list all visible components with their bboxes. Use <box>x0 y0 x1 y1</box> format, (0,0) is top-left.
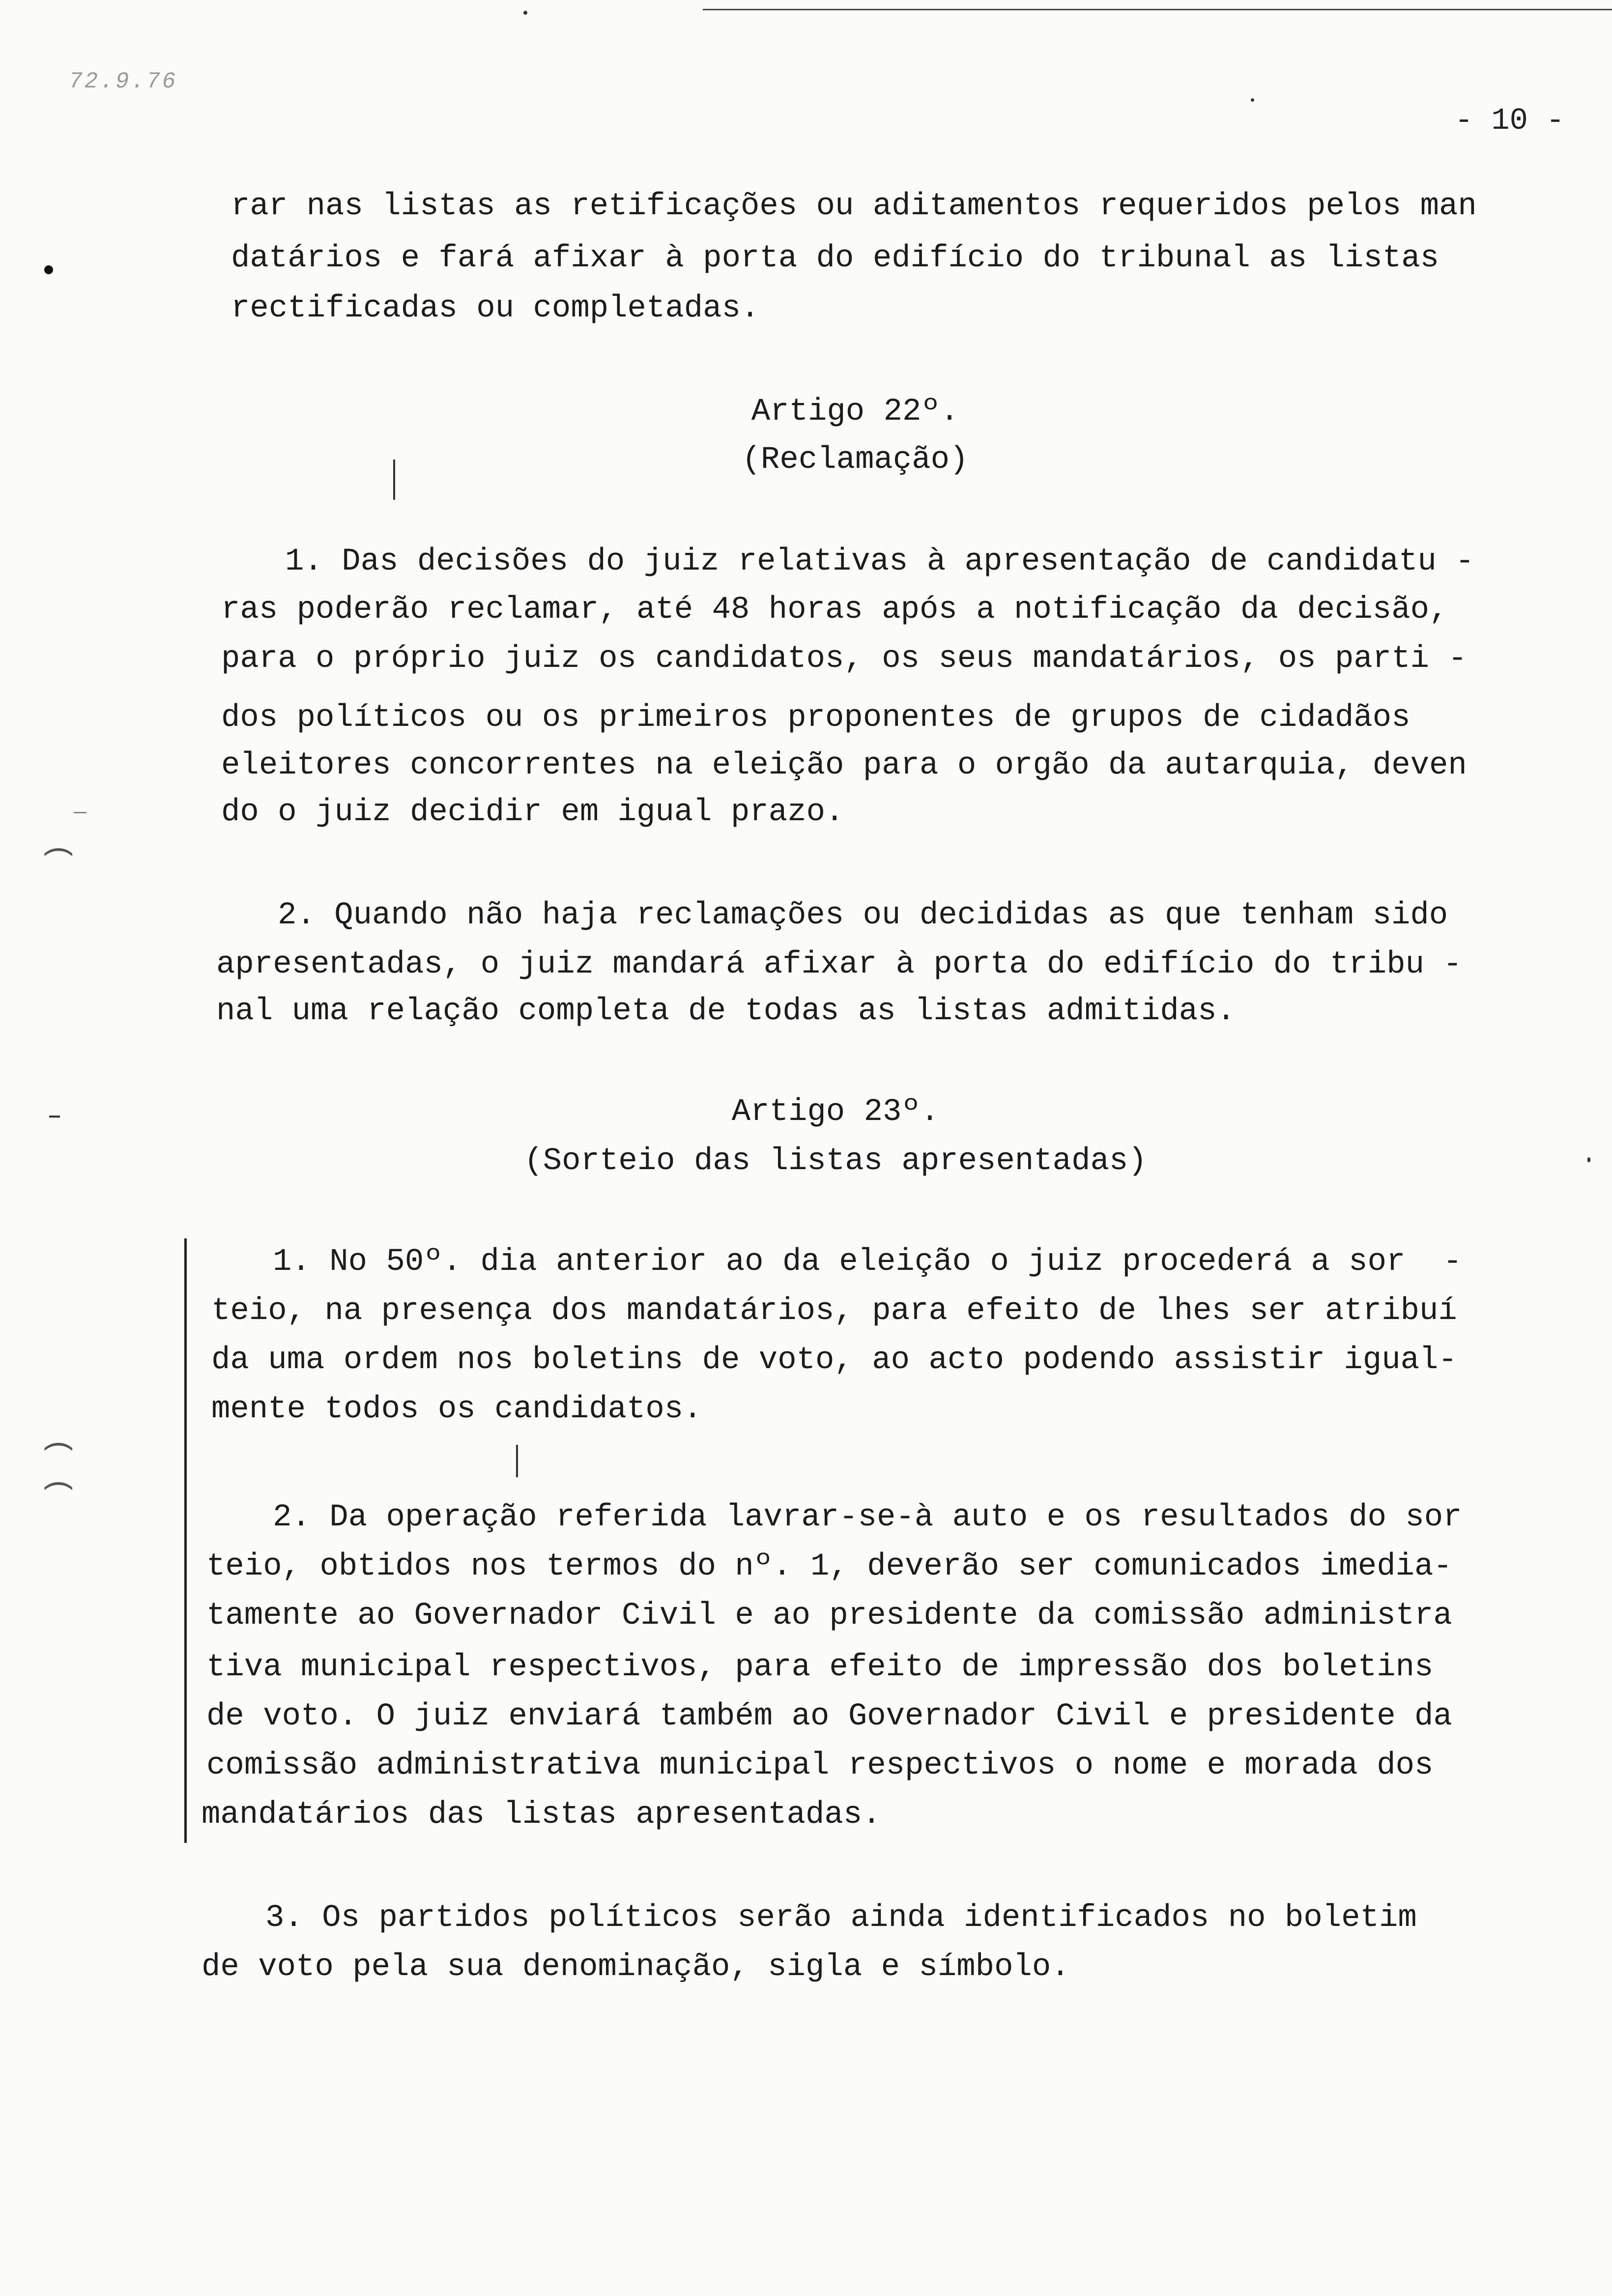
art23-subtitle: (Sorteio das listas apresentadas) <box>524 1144 1147 1179</box>
scan-speck <box>523 11 527 15</box>
scan-speck <box>1587 1157 1590 1162</box>
art22-p1-line-2: ras poderão reclamar, até 48 horas após a notificação da decisão, <box>221 592 1448 628</box>
art22-p2-line-3: nal uma relação completa de todas as listas admitidas. <box>216 994 1236 1029</box>
punch-dot <box>44 265 53 274</box>
art22-p2-line-1: 2. Quando não haja reclamações ou decididas as que tenham sido <box>278 898 1448 933</box>
art22-title: Artigo 22º. <box>751 394 959 430</box>
art23-p1-line-2: teio, na presença dos mandatários, para efeito de lhes ser atribuí <box>211 1293 1457 1329</box>
art23-p1-line-1: 1. No 50º. dia anterior ao da eleição o juiz procederá a sor - <box>273 1244 1462 1280</box>
page-number: - 10 - <box>1455 103 1565 138</box>
binding-mark: ( <box>41 1477 75 1495</box>
art22-p2-line-2: apresentadas, o juiz mandará afixar à porta do edifício do tribu - <box>216 947 1462 982</box>
scan-speck <box>1251 98 1254 102</box>
art22-p1-line-5: eleitores concorrentes na eleição para o orgão da autarquia, deven <box>221 748 1467 783</box>
art23-p3-line-2: de voto pela sua denominação, sigla e símbolo. <box>202 1950 1070 1985</box>
intro-line-2: datários e fará afixar à porta do edifício do tribunal as listas <box>231 241 1439 276</box>
art23-p1-line-4: mente todos os candidatos. <box>211 1392 702 1427</box>
scan-speck <box>74 812 86 813</box>
intro-line-1: rar nas listas as retificações ou aditamentos requeridos pelos man <box>231 189 1477 224</box>
art23-p2-line-2: teio, obtidos nos termos do nº. 1, deverão ser comunicados imedia- <box>206 1549 1452 1584</box>
art23-p2-line-7: mandatários das listas apresentadas. <box>202 1797 881 1833</box>
art23-p1-line-3: da uma ordem nos boletins de voto, ao acto podendo assistir igual- <box>211 1343 1457 1378</box>
art23-p2-line-3: tamente ao Governador Civil e ao presidente da comissão administra <box>206 1598 1452 1634</box>
art23-p2-line-4: tiva municipal respectivos, para efeito de impressão dos boletins <box>206 1650 1434 1685</box>
margin-bar <box>184 1238 187 1843</box>
binding-mark: ( <box>41 843 75 861</box>
archive-stamp: 72.9.76 <box>69 69 178 94</box>
art23-title: Artigo 23º. <box>731 1094 940 1130</box>
margin-tick <box>393 459 395 500</box>
art22-p1-line-3: para o próprio juiz os candidatos, os seus mandatários, os parti - <box>221 641 1467 677</box>
art22-p1-line-1: 1. Das decisões do juiz relativas à apresentação de candidatu - <box>285 544 1474 579</box>
art22-subtitle: (Reclamação) <box>742 442 969 478</box>
art22-p1-line-4: dos políticos ou os primeiros proponentes de grupos de cidadãos <box>221 700 1410 736</box>
top-rule <box>703 9 1612 10</box>
margin-tick <box>516 1445 518 1477</box>
scan-speck <box>49 1116 60 1118</box>
art22-p1-line-6: do o juiz decidir em igual prazo. <box>221 795 844 830</box>
art23-p2-line-5: de voto. O juiz enviará também ao Governador Civil e presidente da <box>206 1699 1452 1734</box>
art23-p2-line-1: 2. Da operação referida lavrar-se-à auto e os resultados do sor <box>273 1500 1462 1535</box>
art23-p2-line-6: comissão administrativa municipal respectivos o nome e morada dos <box>206 1748 1434 1783</box>
intro-line-3: rectificadas ou completadas. <box>231 291 760 326</box>
art23-p3-line-1: 3. Os partidos políticos serão ainda identificados no boletim <box>265 1900 1417 1936</box>
binding-mark: ( <box>41 1437 75 1456</box>
